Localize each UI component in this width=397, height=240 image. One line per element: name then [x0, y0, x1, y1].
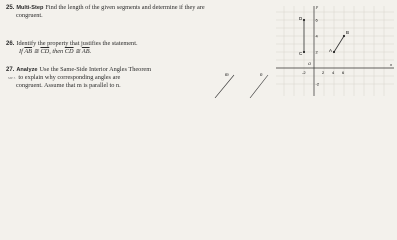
- point-c: [303, 51, 305, 53]
- congruence-statement: [6, 48, 138, 55]
- problem-number: 25.: [6, 5, 15, 11]
- parallel-lines-figure: [212, 68, 272, 98]
- x-tick-label: -2: [302, 70, 306, 75]
- x-tick-label: 4: [332, 70, 335, 75]
- y-tick-label: -2: [315, 81, 320, 87]
- point-label-a: A: [329, 48, 333, 53]
- statement-then: , then: [49, 48, 64, 56]
- problem-27: [6, 66, 151, 90]
- problem-25-line-1: [6, 4, 205, 12]
- congruent-symbol: ≅: [75, 48, 81, 56]
- mp-note: MP 3: [8, 76, 16, 81]
- point-d: [303, 19, 305, 21]
- line-n: [250, 75, 268, 98]
- problem-26-line-1: [6, 40, 138, 48]
- point-a: [333, 51, 335, 53]
- problem-25-line-2: congruent.: [16, 12, 43, 20]
- point-label-d: D: [299, 16, 303, 21]
- y-tick-label: 6: [315, 17, 318, 23]
- origin-label: O: [308, 61, 312, 66]
- statement-if: If: [19, 48, 23, 56]
- line-n-label: n: [260, 73, 263, 78]
- problem-number: 26.: [6, 41, 15, 47]
- y-tick-label: 4: [315, 33, 318, 39]
- y-tick-label: 2: [315, 49, 318, 55]
- problem-text: Identify the property that justifies the statement.: [16, 40, 138, 47]
- problem-25: [6, 4, 205, 19]
- analyze-tag: Analyze: [16, 67, 38, 73]
- segment-cd: $\overline{CD}$: [64, 48, 74, 56]
- point-label-c: C: [299, 51, 303, 56]
- problem-text: Find the length of the given segments and determine if they are: [45, 4, 205, 11]
- point-label-b: B: [346, 30, 350, 35]
- x-tick-labels: [302, 70, 345, 75]
- problem-text: Use the Same-Side Interior Angles Theorem: [39, 66, 152, 73]
- problem-26: [6, 40, 138, 55]
- segment-cd: $\overline{CD}$: [40, 48, 50, 56]
- congruent-symbol: ≅: [33, 48, 39, 56]
- problem-27-line-1: [6, 66, 151, 74]
- problem-27-line-2: MP 3 to explain why corresponding angles are: [8, 74, 121, 82]
- coordinate-graph: [274, 2, 396, 98]
- x-tick-label: 6: [342, 70, 345, 75]
- multi-step-tag: Multi-Step: [16, 5, 44, 11]
- segment-ab: $\overline{AB}$: [81, 48, 90, 56]
- segment-ab: $\overline{AB}$: [24, 48, 33, 56]
- line-m: [215, 75, 234, 98]
- problem-number: 27.: [6, 67, 15, 73]
- y-axis-label: y: [316, 4, 318, 9]
- statement-period: .: [89, 48, 92, 56]
- line-m-label: m: [225, 73, 229, 78]
- x-tick-label: 2: [322, 70, 325, 75]
- point-b: [343, 35, 345, 37]
- problem-27-line-3: congruent. Assume that m is parallel to n.: [16, 82, 121, 90]
- x-axis-label: x: [390, 62, 392, 67]
